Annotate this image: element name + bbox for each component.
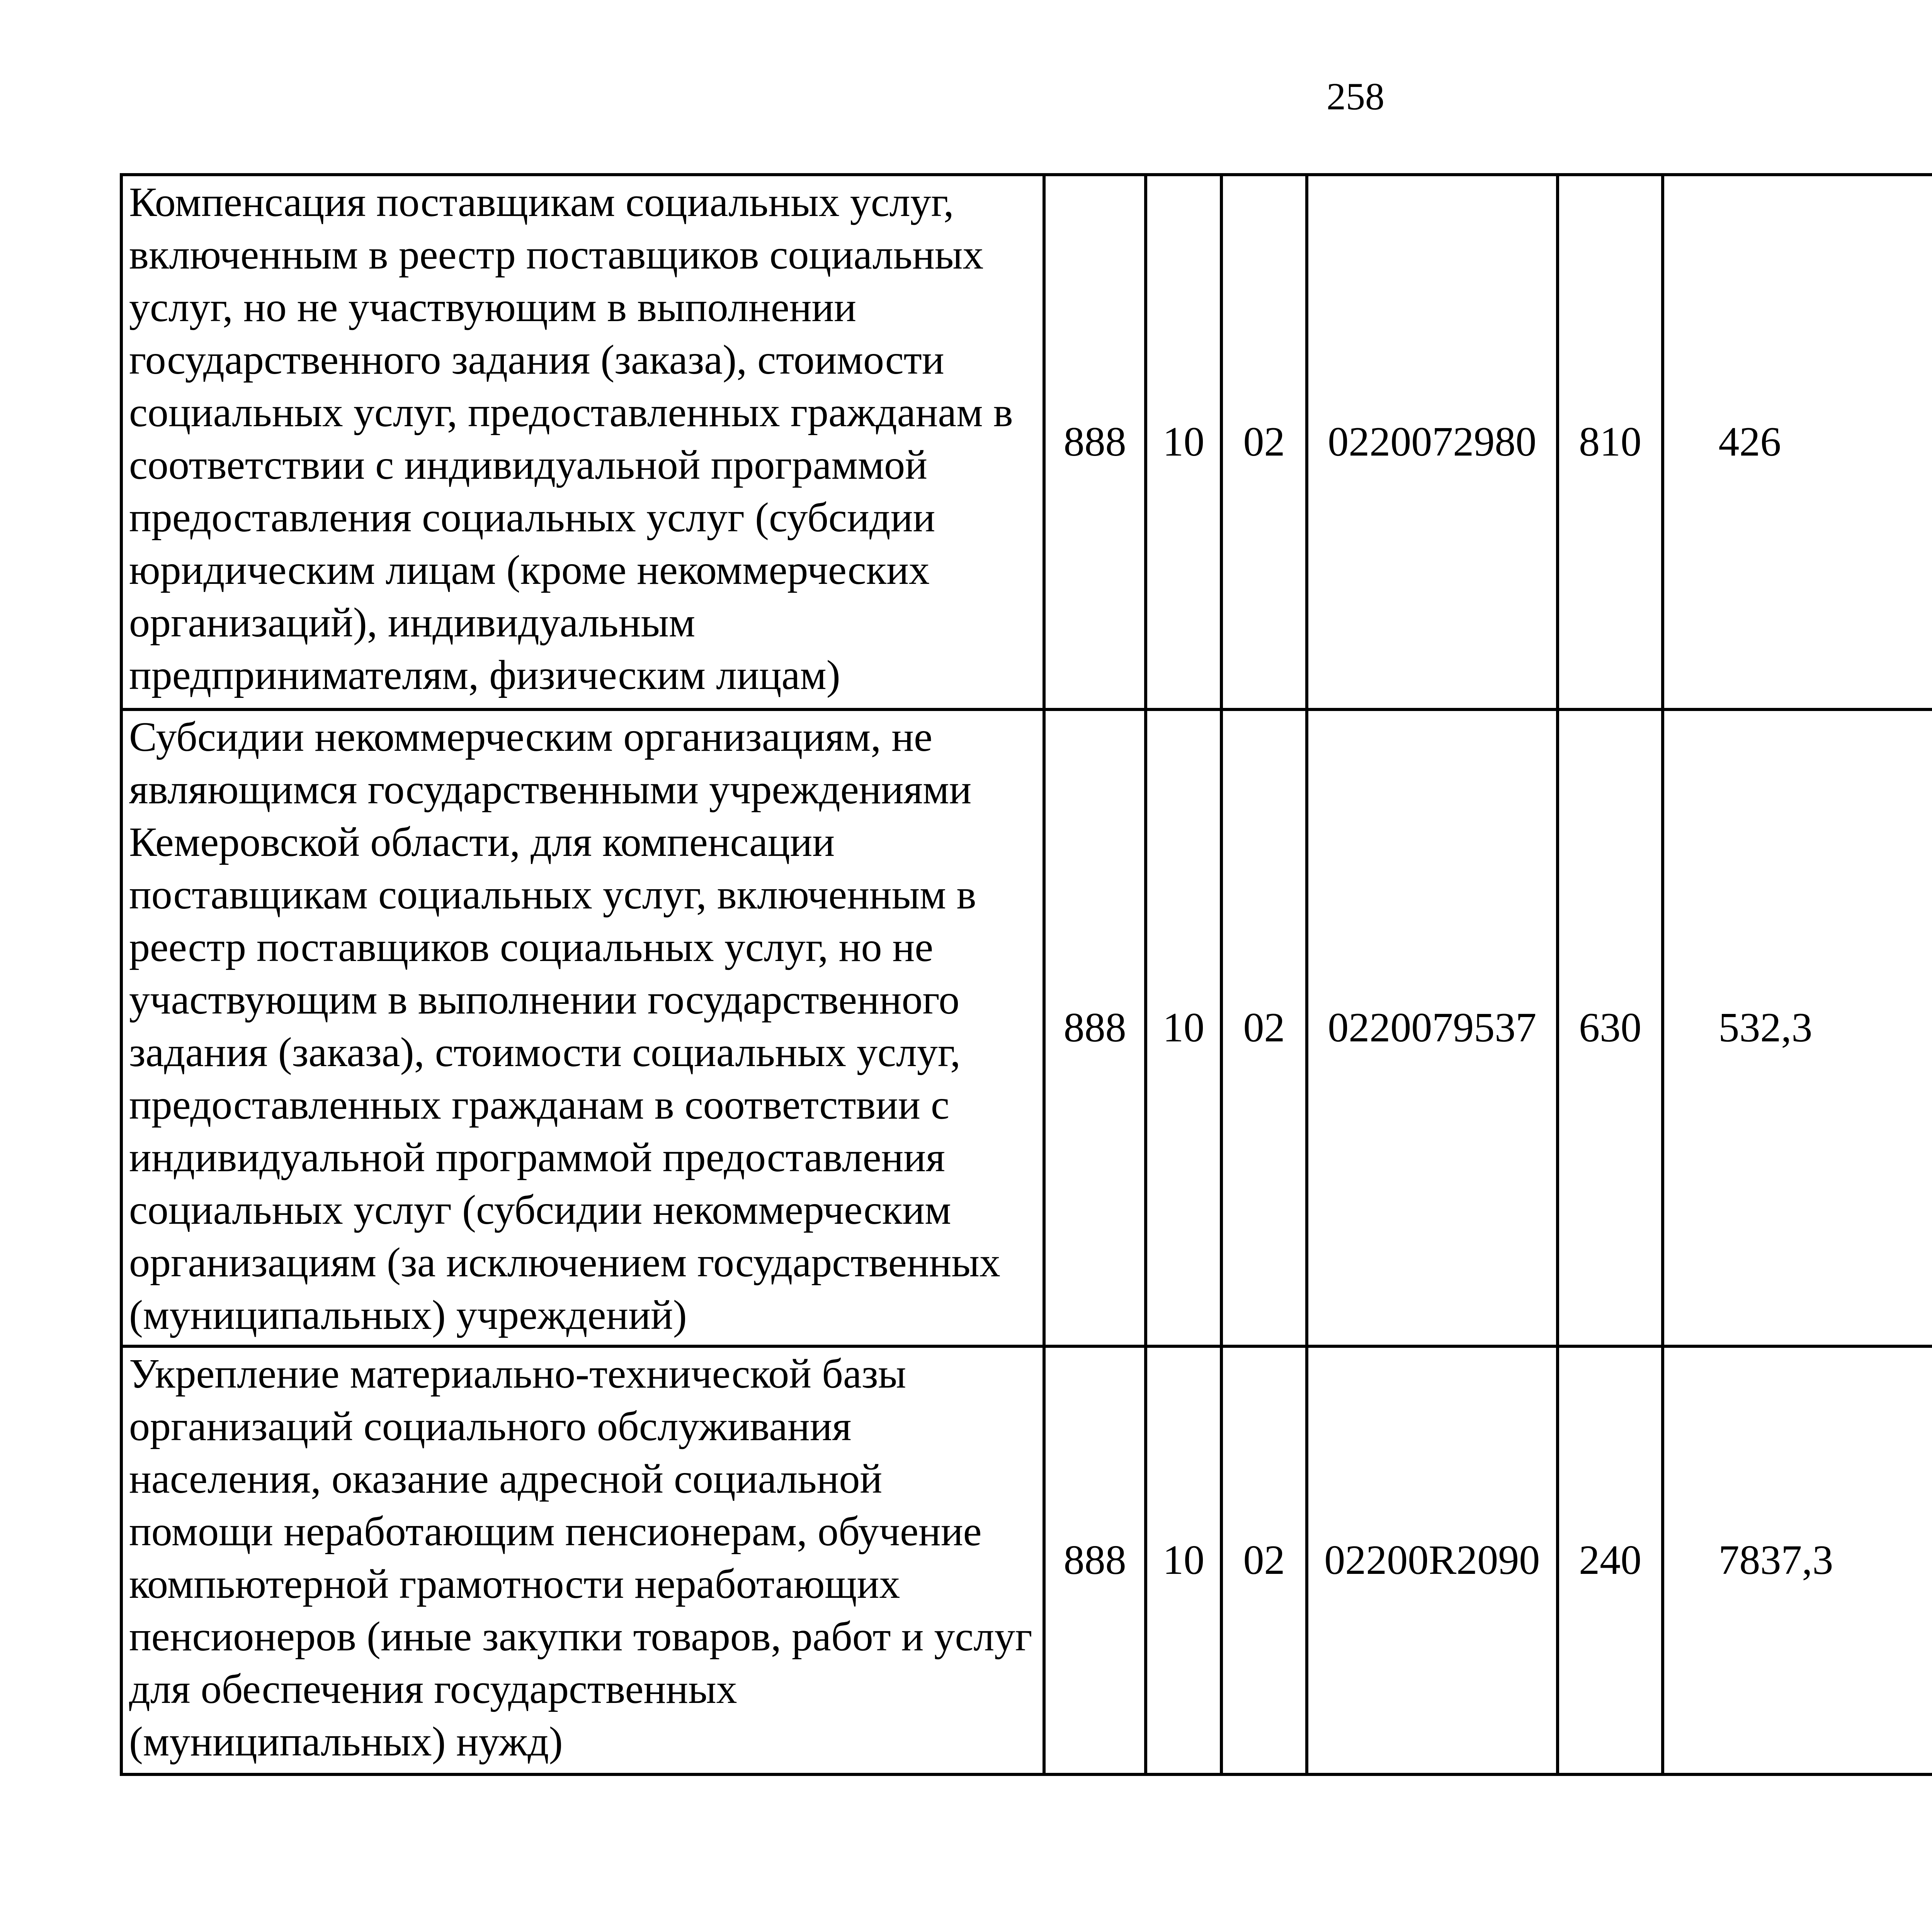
amount-1: 7837,3: [1663, 1346, 1932, 1774]
page-number: 258: [1327, 75, 1384, 118]
ministry-code: 888: [1044, 709, 1145, 1346]
expense-type-code: 810: [1558, 175, 1663, 709]
table-row: [121, 1346, 1932, 1774]
subsection-code: 02: [1221, 1346, 1306, 1774]
section-code: 10: [1146, 175, 1221, 709]
subsection-code: 02: [1221, 709, 1306, 1346]
target-article-code: 0220072980: [1307, 175, 1558, 709]
target-article-code: 0220079537: [1307, 709, 1558, 1346]
ministry-code: 888: [1044, 1346, 1145, 1774]
amount-1: 532,3: [1663, 709, 1932, 1346]
row-description: Субсидии некоммерческим организациям, не являющимся государственными учреждениями Кемеровской области, для компенсации поставщикам социальных услуг, включенным в реестр поставщиков социальных услуг, но не участвующим в выполнении государственного задания (заказа), стоимости социальных услуг, предоставленных гражданам в соответствии с индивидуальной программой предоставления социальных услуг (субсидии некоммерческим организациям (за исключением государственных (муниципальных) учреждений): [121, 709, 1044, 1346]
budget-table: [120, 173, 1932, 1776]
table-row: [121, 175, 1932, 709]
amount-1: 426: [1663, 175, 1932, 709]
row-description: Укрепление материально-технической базы организаций социального обслуживания населения, оказание адресной социальной помощи неработающим пенсионерам, обучение компьютерной грамотности неработающих пенсионеров (иные закупки товаров, работ и услуг для обеспечения государственных (муниципальных) нужд): [121, 1346, 1044, 1774]
target-article-code: 02200R2090: [1307, 1346, 1558, 1774]
subsection-code: 02: [1221, 175, 1306, 709]
table-row: [121, 709, 1932, 1346]
expense-type-code: 240: [1558, 1346, 1663, 1774]
section-code: 10: [1146, 1346, 1221, 1774]
expense-type-code: 630: [1558, 709, 1663, 1346]
ministry-code: 888: [1044, 175, 1145, 709]
section-code: 10: [1146, 709, 1221, 1346]
row-description: Компенсация поставщикам социальных услуг, включенным в реестр поставщиков социальных услуг, но не участвующим в выполнении государственного задания (заказа), стоимости социальных услуг, предоставленных гражданам в соответствии с индивидуальной программой предоставления социальных услуг (субсидии юридическим лицам (кроме некоммерческих организаций), индивидуальным предпринимателям, физическим лицам): [121, 175, 1044, 709]
